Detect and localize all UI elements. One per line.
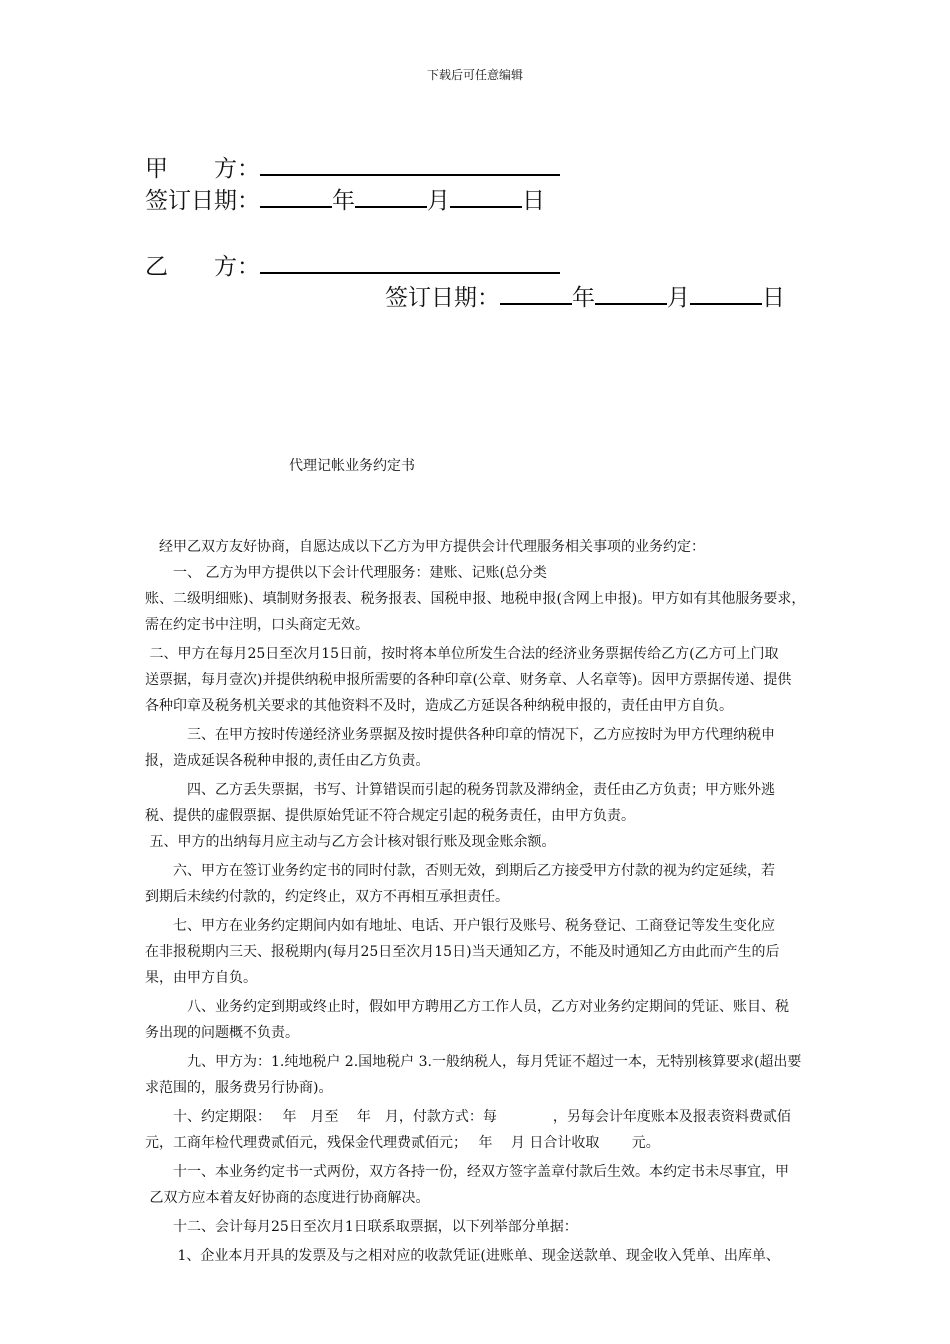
paragraph-line: 乙双方应本着友好协商的态度进行协商解决。 — [145, 1190, 430, 1206]
paragraph-line: 果，由甲方自负。 — [145, 970, 257, 986]
month-label: 月 — [427, 188, 450, 214]
paragraph-line: 报，造成延误各税种申报的,责任由乙方负责。 — [145, 753, 430, 769]
paragraph-line: 到期后未续约付款的，约定终止，双方不再相互承担责任。 — [145, 889, 509, 905]
paragraph-line: 各种印章及税务机关要求的其他资料不及时，造成乙方延误各种纳税申报的，责任由甲方自负。 — [145, 698, 733, 714]
paragraph-line: 经甲乙双方友好协商，自愿达成以下乙方为甲方提供会计代理服务相关事项的业务约定： — [145, 539, 705, 555]
document-body — [145, 482, 813, 1269]
party-b-blank — [260, 252, 560, 274]
paragraph-line: 一、 乙方为甲方提供以下会计代理服务：建账、记账(总分类 — [145, 565, 547, 581]
paragraph-line: 税、提供的虚假票据、提供原始凭证不符合规定引起的税务责任，由甲方负责。 — [145, 808, 635, 824]
document-title: 代理记帐业务约定书 — [289, 458, 415, 474]
paragraph-line: 送票据，每月壹次)并提供纳税申报所需要的各种印章(公章、财务章、人名章等)。因甲方票据传递、提供 — [145, 672, 792, 688]
paragraph-line: 求范围的，服务费另行协商)。 — [145, 1080, 333, 1096]
paragraph-line: 元，工商年检代理费贰佰元，残保金代理费贰佰元； 年 月 日合计收取 元。 — [145, 1135, 660, 1151]
day-blank — [690, 283, 762, 305]
month-label: 月 — [667, 285, 690, 311]
year-label: 年 — [332, 188, 355, 214]
paragraph-line: 六、甲方在签订业务约定书的同时付款，否则无效，到期后乙方接受甲方付款的视为约定延续，若 — [145, 863, 775, 879]
party-a-signature-label: 甲 方： — [145, 156, 260, 182]
paragraph-line: 务出现的问题概不负责。 — [145, 1025, 299, 1041]
sign-date-1 — [145, 186, 545, 216]
party-a-blank — [260, 154, 560, 176]
paragraph-line: 十一、本业务约定书一式两份，双方各持一份，经双方签字盖章付款后生效。本约定书未尽事宜，甲 — [145, 1164, 789, 1180]
paragraph-line: 八、业务约定到期或终止时，假如甲方聘用乙方工作人员，乙方对业务约定期间的凭证、账目、税 — [145, 999, 789, 1015]
month-blank — [355, 186, 427, 208]
day-label: 日 — [762, 285, 785, 311]
sign-date-2 — [385, 283, 785, 313]
paragraph-line: 四、乙方丢失票据，书写、计算错误而引起的税务罚款及滞纳金，责任由乙方负责；甲方账外逃 — [145, 782, 775, 798]
paragraph-line: 在非报税期内三天、报税期内(每月25日至次月15日)当天通知乙方，不能及时通知乙方由此而产生的后 — [145, 944, 780, 960]
paragraph-line: 账、二级明细账)、填制财务报表、税务报表、国税申报、地税申报(含网上申报)。甲方如有其他服务要求， — [145, 591, 806, 607]
sign-date-label: 签订日期： — [145, 188, 260, 214]
party-b-signature-label: 乙 方： — [145, 254, 260, 280]
paragraph-line: 需在约定书中注明，口头商定无效。 — [145, 617, 369, 633]
day-blank — [450, 186, 522, 208]
paragraph-line: 二、甲方在每月25日至次月15日前，按时将本单位所发生合法的经济业务票据传给乙方(乙方可上门取 — [145, 646, 779, 662]
header-note: 下载后可任意编辑 — [426, 68, 523, 82]
paragraph-line: 七、甲方在业务约定期间内如有地址、电话、开户银行及账号、税务登记、工商登记等发生变化应 — [145, 918, 775, 934]
day-label: 日 — [522, 188, 545, 214]
party-b-line — [145, 508, 813, 534]
paragraph-line: 1、企业本月开具的发票及与之相对应的收款凭证(进账单、现金送款单、现金收入凭单、出库单、 — [145, 1248, 780, 1264]
party-b-signature-line — [145, 252, 560, 282]
month-blank — [595, 283, 667, 305]
paragraph-line: 十二、会计每月25日至次月1日联系取票据，以下列举部分单据： — [145, 1219, 578, 1235]
year-blank — [260, 186, 332, 208]
year-blank — [500, 283, 572, 305]
paragraph-line: 九、甲方为：1.纯地税户 2.国地税户 3.一般纳税人，每月凭证不超过一本，无特别核算要求(超出要 — [145, 1054, 802, 1070]
party-a-signature-line — [145, 154, 560, 184]
paragraph-line: 五、甲方的出纳每月应主动与乙方会计核对银行账及现金账余额。 — [145, 834, 556, 850]
paragraph-line: 三、在甲方按时传递经济业务票据及按时提供各种印章的情况下，乙方应按时为甲方代理纳税申 — [145, 727, 775, 743]
sign-date-label: 签订日期： — [385, 285, 500, 311]
year-label: 年 — [572, 285, 595, 311]
party-a-line — [145, 482, 813, 508]
paragraph-line: 十、约定期限： 年 月至 年 月，付款方式：每 ，另每会计年度账本及报表资料费贰佰 — [145, 1109, 791, 1125]
